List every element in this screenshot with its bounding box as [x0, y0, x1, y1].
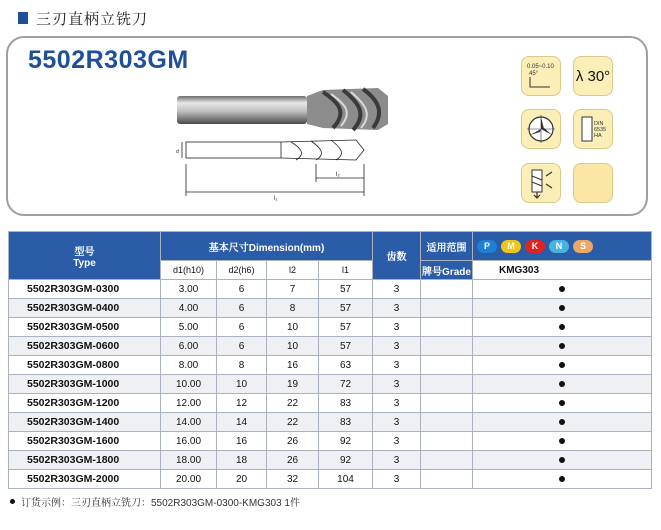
material-badge-k: K — [525, 240, 545, 253]
range-cell — [421, 470, 473, 489]
l2-cell: 26 — [267, 432, 319, 451]
svg-text:DIN: DIN — [594, 121, 604, 127]
flutes-cell: 3 — [373, 375, 421, 394]
l1-cell: 63 — [319, 356, 373, 375]
range-cell — [421, 280, 473, 299]
flutes-header: 齿数 — [373, 232, 421, 280]
l1-cell: 83 — [319, 394, 373, 413]
table-row — [9, 280, 652, 299]
range-cell — [421, 318, 473, 337]
milling-direction-icon — [521, 163, 561, 203]
flutes-cell: 3 — [373, 356, 421, 375]
grade-availability-cell — [473, 337, 652, 356]
product-card — [6, 36, 648, 216]
d2-cell: 18 — [217, 451, 267, 470]
order-example — [10, 494, 300, 509]
section-title: 三刃直柄立铣刀 — [36, 10, 149, 28]
l1-cell: 83 — [319, 413, 373, 432]
available-dot-icon — [559, 286, 565, 292]
flutes-cell: 3 — [373, 432, 421, 451]
l1-cell: 72 — [319, 375, 373, 394]
grade-availability-cell — [473, 356, 652, 375]
l1-cell: 57 — [319, 318, 373, 337]
grade-value: KMG303 — [473, 261, 652, 280]
range-cell — [421, 451, 473, 470]
spec-table — [8, 231, 652, 489]
table-row — [9, 337, 652, 356]
available-dot-icon — [559, 400, 565, 406]
order-example-text: 订货示例：三刃直柄立铣刀：5502R303GM-0300-KMG303 1件 — [21, 498, 300, 509]
range-cell — [421, 299, 473, 318]
header-square-icon — [18, 12, 28, 24]
available-dot-icon — [559, 457, 565, 463]
table-row — [9, 432, 652, 451]
flutes-cell: 3 — [373, 470, 421, 489]
din-shank-icon — [573, 109, 613, 149]
l2-cell: 32 — [267, 470, 319, 489]
flutes-cell: 3 — [373, 280, 421, 299]
d2-cell: 6 — [217, 280, 267, 299]
flutes-cell: 3 — [373, 299, 421, 318]
material-badges — [473, 232, 652, 261]
l2-cell: 22 — [267, 394, 319, 413]
available-dot-icon — [559, 438, 565, 444]
svg-text:d: d — [176, 149, 179, 155]
helix-angle-icon — [573, 56, 613, 96]
d2-cell: 6 — [217, 318, 267, 337]
blank-feature-icon — [573, 163, 613, 203]
l2-cell: 22 — [267, 413, 319, 432]
available-dot-icon — [559, 381, 565, 387]
range-cell — [421, 394, 473, 413]
svg-text:l₁: l₁ — [274, 196, 278, 202]
end-mill-photo — [173, 82, 403, 134]
l1-cell: 57 — [319, 299, 373, 318]
l2-cell: 8 — [267, 299, 319, 318]
d2-cell: 8 — [217, 356, 267, 375]
type-cell: 5502R303GM-0800 — [9, 356, 161, 375]
table-row — [9, 470, 652, 489]
flutes-cell: 3 — [373, 337, 421, 356]
grade-availability-cell — [473, 432, 652, 451]
type-cell: 5502R303GM-0500 — [9, 318, 161, 337]
l2-cell: 16 — [267, 356, 319, 375]
type-cell: 5502R303GM-0300 — [9, 280, 161, 299]
range-cell — [421, 375, 473, 394]
material-badge-p: P — [477, 240, 497, 253]
d1-cell: 3.00 — [161, 280, 217, 299]
table-row — [9, 413, 652, 432]
subheader-l2: l2 — [267, 261, 319, 280]
d1-cell: 16.00 — [161, 432, 217, 451]
l2-cell: 7 — [267, 280, 319, 299]
available-dot-icon — [559, 343, 565, 349]
type-cell: 5502R303GM-1000 — [9, 375, 161, 394]
grade-availability-cell — [473, 451, 652, 470]
dimension-header: 基本尺寸Dimension(mm) — [161, 232, 373, 261]
bullet-icon — [10, 499, 15, 504]
available-dot-icon — [559, 305, 565, 311]
subheader-d2: d2(h6) — [217, 261, 267, 280]
material-badge-s: S — [573, 240, 593, 253]
material-badge-n: N — [549, 240, 569, 253]
table-row — [9, 299, 652, 318]
available-dot-icon — [559, 419, 565, 425]
type-cell: 5502R303GM-1200 — [9, 394, 161, 413]
l2-cell: 10 — [267, 318, 319, 337]
d2-cell: 10 — [217, 375, 267, 394]
grade-availability-cell — [473, 470, 652, 489]
type-cell: 5502R303GM-1400 — [9, 413, 161, 432]
d1-cell: 10.00 — [161, 375, 217, 394]
d1-cell: 8.00 — [161, 356, 217, 375]
l1-cell: 92 — [319, 451, 373, 470]
svg-text:HA: HA — [594, 133, 602, 139]
technical-drawing — [176, 134, 376, 214]
type-header-en: Type — [73, 257, 96, 269]
svg-text:6535: 6535 — [594, 127, 607, 133]
type-header-cn: 型号 — [74, 246, 95, 258]
type-header — [9, 232, 161, 280]
range-cell — [421, 356, 473, 375]
section-header — [18, 8, 148, 28]
available-dot-icon — [559, 476, 565, 482]
type-cell: 5502R303GM-1800 — [9, 451, 161, 470]
table-row — [9, 356, 652, 375]
l1-cell: 104 — [319, 470, 373, 489]
d1-cell: 20.00 — [161, 470, 217, 489]
d2-cell: 16 — [217, 432, 267, 451]
svg-text:0.05~0.10: 0.05~0.10 — [527, 64, 554, 70]
d1-cell: 18.00 — [161, 451, 217, 470]
l1-cell: 57 — [319, 337, 373, 356]
chamfer-icon — [521, 56, 561, 96]
svg-text:45°: 45° — [529, 71, 539, 77]
type-cell: 5502R303GM-2000 — [9, 470, 161, 489]
available-dot-icon — [559, 362, 565, 368]
three-flute-cross-section-icon — [521, 109, 561, 149]
subheader-l1: l1 — [319, 261, 373, 280]
d2-cell: 20 — [217, 470, 267, 489]
flutes-cell: 3 — [373, 451, 421, 470]
d2-cell: 12 — [217, 394, 267, 413]
l2-cell: 19 — [267, 375, 319, 394]
table-row — [9, 451, 652, 470]
available-dot-icon — [559, 324, 565, 330]
range-cell — [421, 432, 473, 451]
d2-cell: 6 — [217, 337, 267, 356]
d1-cell: 12.00 — [161, 394, 217, 413]
svg-text:l₂: l₂ — [336, 172, 340, 178]
helix-angle-label: λ 30° — [575, 67, 611, 85]
range-header: 适用范围 — [421, 232, 473, 261]
range-cell — [421, 337, 473, 356]
material-badge-m: M — [501, 240, 521, 253]
grade-availability-cell — [473, 318, 652, 337]
grade-availability-cell — [473, 394, 652, 413]
d1-cell: 5.00 — [161, 318, 217, 337]
flutes-cell: 3 — [373, 413, 421, 432]
grade-availability-cell — [473, 280, 652, 299]
grade-header: 牌号Grade — [421, 261, 473, 280]
grade-availability-cell — [473, 299, 652, 318]
table-row — [9, 375, 652, 394]
flutes-cell: 3 — [373, 394, 421, 413]
l1-cell: 92 — [319, 432, 373, 451]
l1-cell: 57 — [319, 280, 373, 299]
l2-cell: 26 — [267, 451, 319, 470]
flutes-cell: 3 — [373, 318, 421, 337]
type-cell: 5502R303GM-0400 — [9, 299, 161, 318]
d1-cell: 4.00 — [161, 299, 217, 318]
subheader-d1: d1(h10) — [161, 261, 217, 280]
d1-cell: 6.00 — [161, 337, 217, 356]
table-row — [9, 318, 652, 337]
product-model: 5502R303GM — [28, 46, 189, 74]
grade-availability-cell — [473, 375, 652, 394]
grade-availability-cell — [473, 413, 652, 432]
d2-cell: 14 — [217, 413, 267, 432]
range-cell — [421, 413, 473, 432]
d1-cell: 14.00 — [161, 413, 217, 432]
table-row — [9, 394, 652, 413]
l2-cell: 10 — [267, 337, 319, 356]
type-cell: 5502R303GM-1600 — [9, 432, 161, 451]
type-cell: 5502R303GM-0600 — [9, 337, 161, 356]
d2-cell: 6 — [217, 299, 267, 318]
